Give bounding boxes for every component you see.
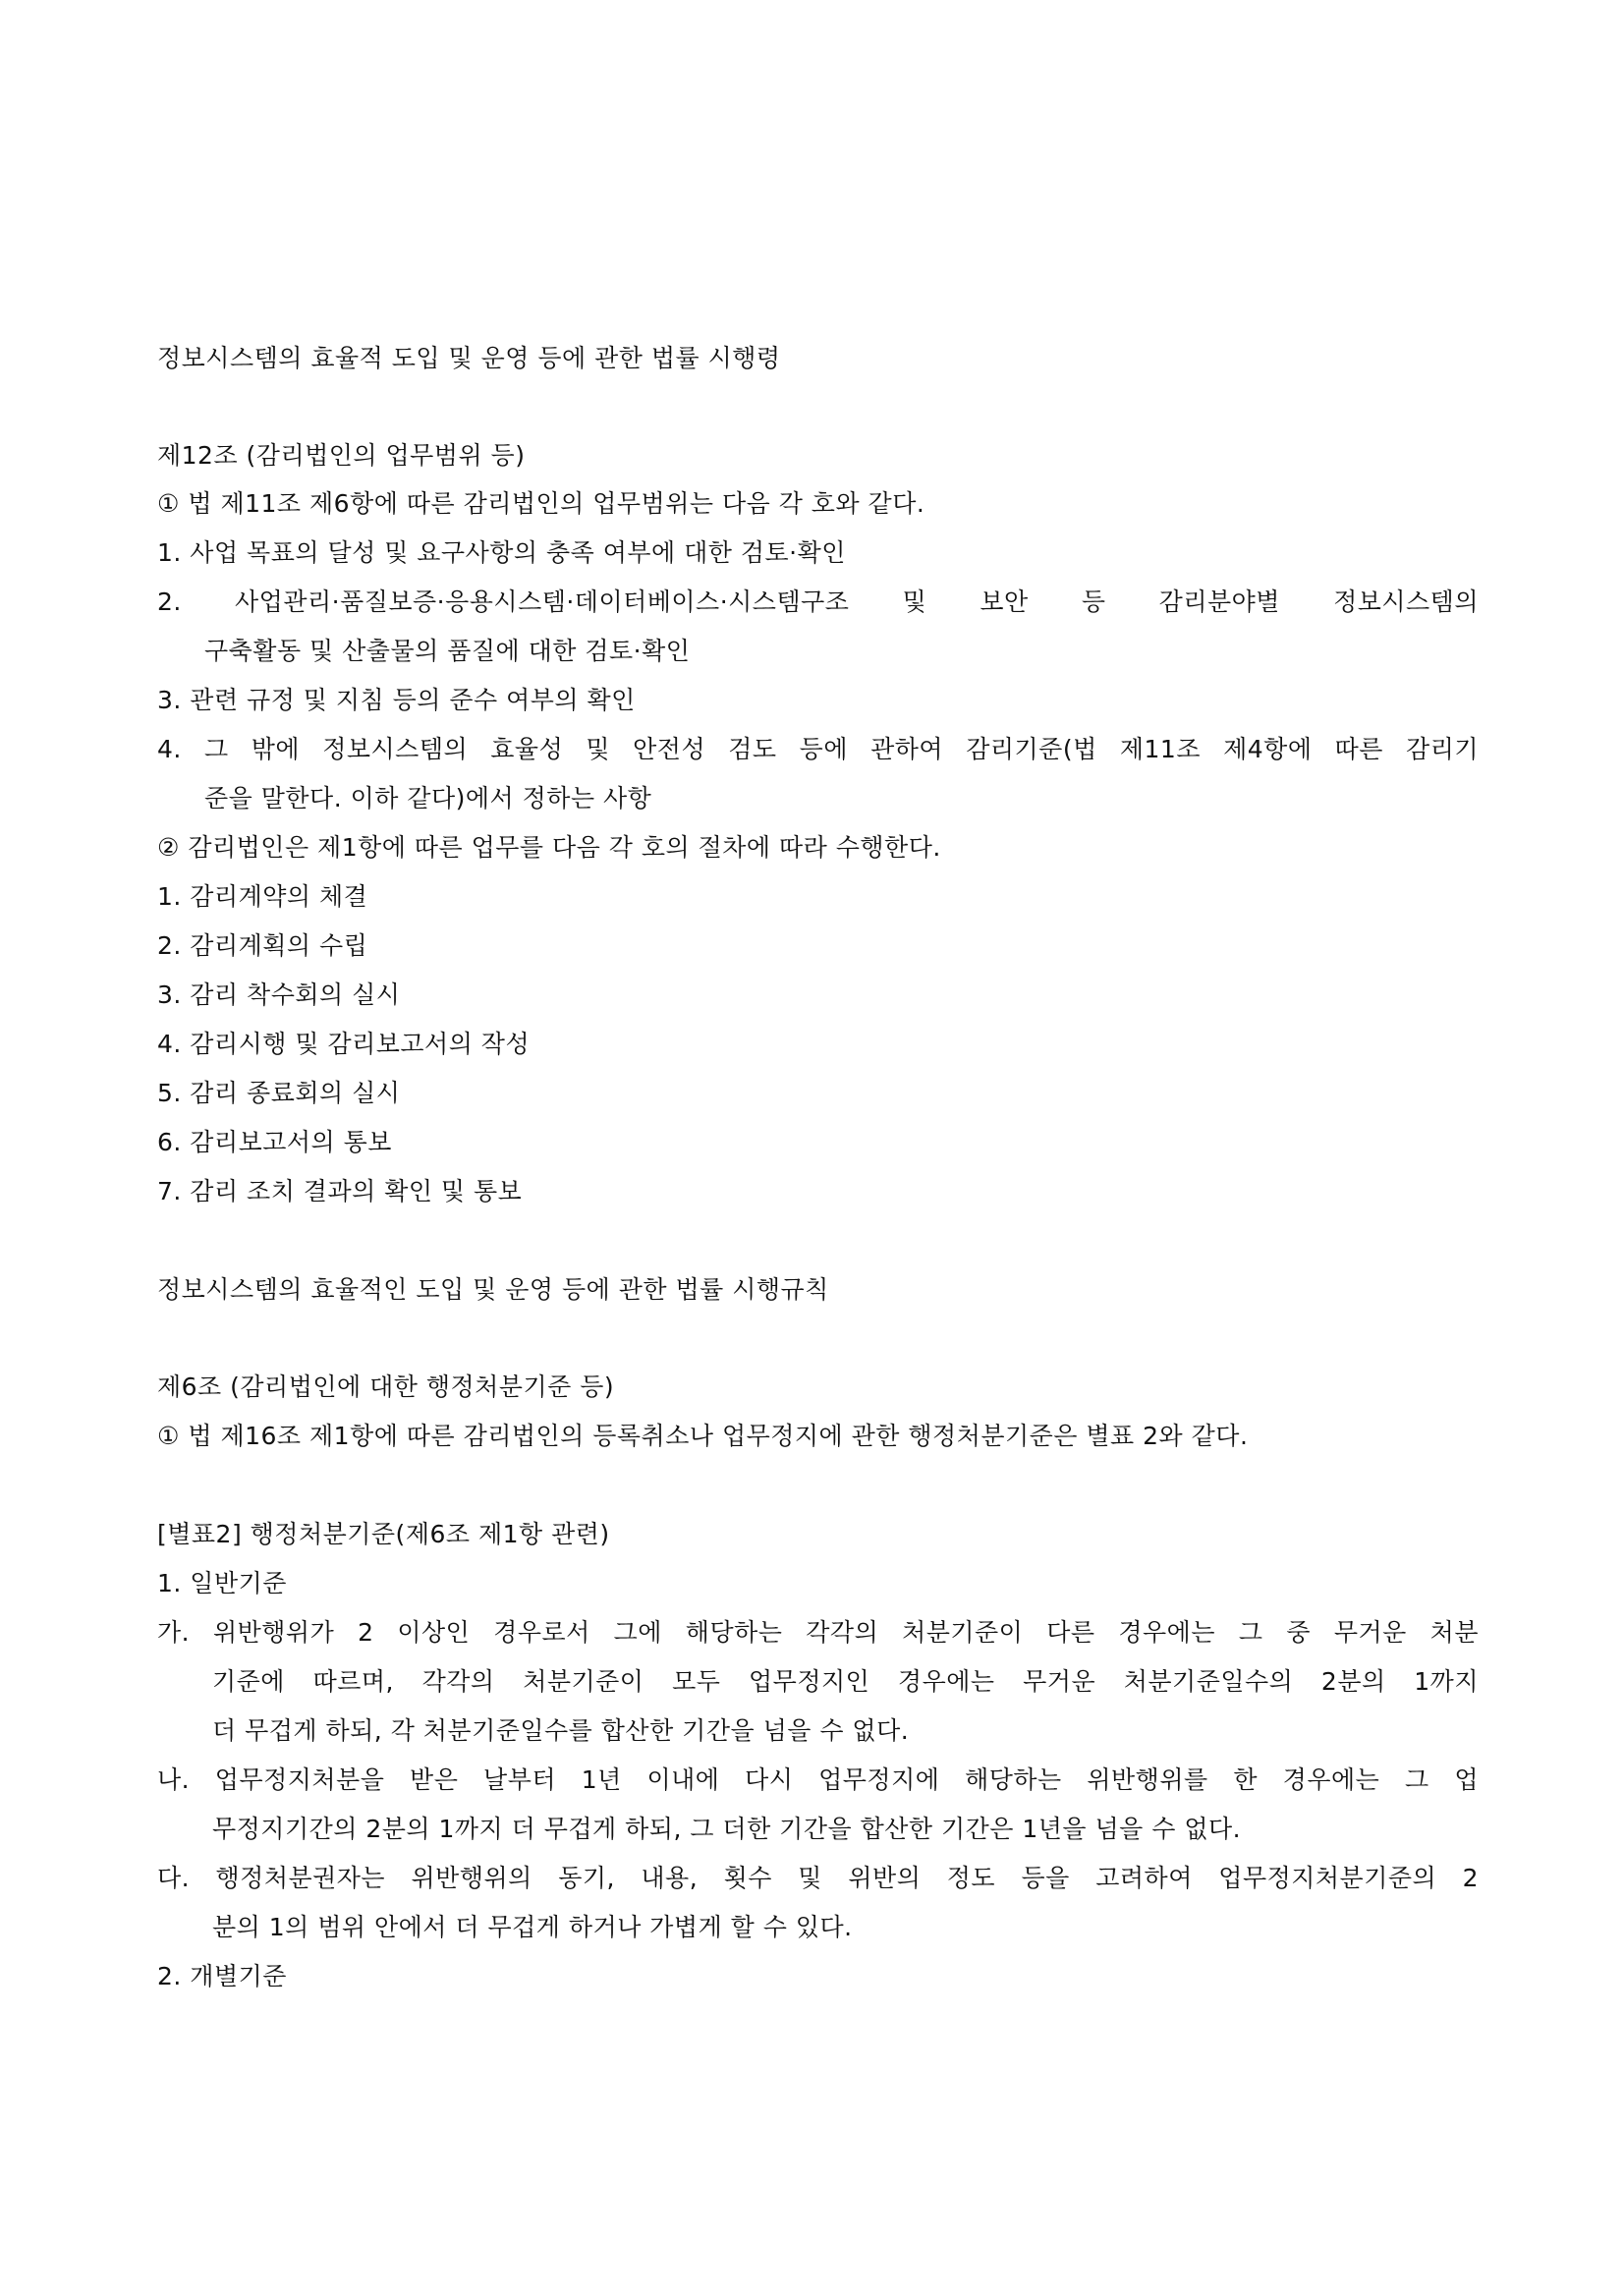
article-12-paragraph-2: ② 감리법인은 제1항에 따른 업무를 다음 각 호의 절차에 따라 수행한다.: [157, 833, 941, 862]
list-item: 3. 감리 착수회의 실시: [157, 980, 401, 1009]
rule-title: 정보시스템의 효율적인 도입 및 운영 등에 관한 법률 시행규칙: [157, 1275, 829, 1304]
list-item: 1. 일반기준: [157, 1569, 287, 1597]
list-item: 가. 위반행위가 2 이상인 경우로서 그에 해당하는 각각의 처분기준이 다른 경우에는 그 중 무거운 처분: [157, 1618, 1479, 1647]
list-item: 6. 감리보고서의 통보: [157, 1128, 392, 1156]
list-item-continuation: 기준에 따르며, 각각의 처분기준이 모두 업무정지인 경우에는 무거운 처분기준일수의 2분의 1까지: [212, 1667, 1479, 1696]
list-item: 나. 업무정지처분을 받은 날부터 1년 이내에 다시 업무정지에 해당하는 위반행위를 한 경우에는 그 업: [157, 1765, 1479, 1794]
list-item: 2. 개별기준: [157, 1962, 287, 1990]
list-item-continuation: 구축활동 및 산출물의 품질에 대한 검토·확인: [204, 637, 691, 665]
decree-title: 정보시스템의 효율적 도입 및 운영 등에 관한 법률 시행령: [157, 344, 781, 372]
list-item-continuation: 준을 말한다. 이하 같다)에서 정하는 사항: [204, 784, 652, 812]
article-12-paragraph-1: ① 법 제11조 제6항에 따른 감리법인의 업무범위는 다음 각 호와 같다.: [157, 489, 925, 518]
list-item: 3. 관련 규정 및 지침 등의 준수 여부의 확인: [157, 686, 636, 714]
list-item: 4. 감리시행 및 감리보고서의 작성: [157, 1030, 531, 1058]
article-6-paragraph-1: ① 법 제16조 제1항에 따른 감리법인의 등록취소나 업무정지에 관한 행정처분기준은 별표 2와 같다.: [157, 1422, 1249, 1450]
list-item: 7. 감리 조치 결과의 확인 및 통보: [157, 1177, 523, 1205]
list-item: 5. 감리 종료회의 실시: [157, 1079, 401, 1107]
list-item-continuation: 더 무겁게 하되, 각 처분기준일수를 합산한 기간을 넘을 수 없다.: [212, 1716, 910, 1745]
list-item-continuation: 분의 1의 범위 안에서 더 무겁게 하거나 가볍게 할 수 있다.: [212, 1913, 853, 1941]
list-item-continuation: 무정지기간의 2분의 1까지 더 무겁게 하되, 그 더한 기간을 합산한 기간은 1년을 넘을 수 없다.: [212, 1815, 1242, 1843]
list-item: 4. 그 밖에 정보시스템의 효율성 및 안전성 검도 등에 관하여 감리기준(법 제11조 제4항에 따른 감리기: [157, 735, 1480, 763]
list-item: 1. 사업 목표의 달성 및 요구사항의 충족 여부에 대한 검토·확인: [157, 538, 846, 567]
article-6-title: 제6조 (감리법인에 대한 행정처분기준 등): [157, 1372, 615, 1401]
annex-title: [별표2] 행정처분기준(제6조 제1항 관련): [157, 1520, 610, 1548]
article-12-title: 제12조 (감리법인의 업무범위 등): [157, 441, 526, 470]
list-item: 다. 행정처분권자는 위반행위의 동기, 내용, 횟수 및 위반의 정도 등을 고려하여 업무정지처분기준의 2: [157, 1864, 1479, 1892]
list-item: 1. 감리계약의 체결: [157, 882, 368, 911]
list-item: 2. 감리계획의 수립: [157, 931, 368, 960]
list-item: 2. 사업관리·품질보증·응용시스템·데이터베이스·시스템구조 및 보안 등 감리분야별 정보시스템의: [157, 588, 1479, 616]
